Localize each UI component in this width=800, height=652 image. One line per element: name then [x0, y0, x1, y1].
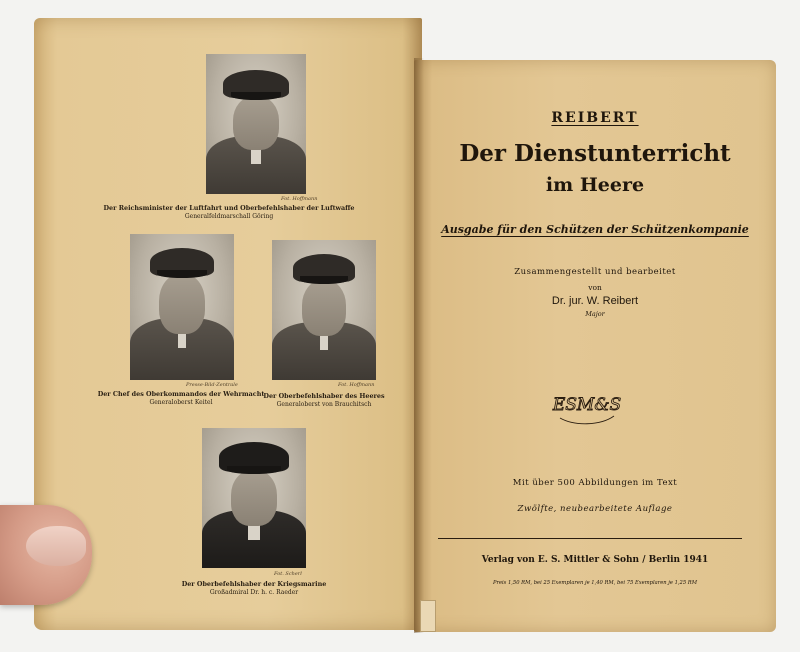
- left-page: [34, 18, 422, 630]
- caption-title: Der Oberbefehlshaber des Heeres: [263, 392, 385, 400]
- photo-credit: Fot. Hoffmann: [338, 382, 375, 388]
- photo-credit: Presse-Bild-Zentrale: [186, 382, 238, 388]
- book-gutter: [414, 58, 424, 633]
- illustrations-line: Mit über 500 Abbildungen im Text: [512, 478, 678, 488]
- caption-title: Der Chef des Oberkommandos der Wehrmacht: [97, 390, 265, 398]
- author-header: REIBERT: [551, 110, 639, 126]
- thumbnail: [26, 526, 86, 566]
- publisher-line: Verlag von E. S. Mittler & Sohn / Berlin 1941: [481, 555, 709, 565]
- caption-name: Generaloberst Keitel: [149, 399, 213, 406]
- caption-name: Generalfeldmarschall Göring: [184, 213, 274, 220]
- rule-divider: [438, 538, 742, 539]
- photo-goring: [206, 54, 306, 194]
- publisher-monogram-icon: [552, 380, 622, 428]
- title-line-2: im Heere: [545, 174, 645, 196]
- caption-title: Der Oberbefehlshaber der Kriegsmarine: [181, 580, 327, 588]
- subtitle: Ausgabe für den Schützen der Schützenkompanie: [441, 223, 749, 236]
- torn-tab: [420, 600, 436, 632]
- title-page: [414, 60, 776, 632]
- photo-raeder: [202, 428, 306, 568]
- caption-name: Generaloberst von Brauchitsch: [276, 401, 372, 408]
- photo-credit: Fot. Scherl: [274, 571, 302, 577]
- title-line-1: Der Dienstunterricht: [459, 140, 731, 167]
- compiled-line: Zusammengestellt und bearbeitet: [514, 267, 676, 277]
- caption-title: Der Reichsminister der Luftfahrt und Oberbefehlshaber der Luftwaffe: [103, 204, 355, 212]
- publisher-monogram: ESM&S: [552, 395, 622, 415]
- edition-line: Zwölfte, neubearbeitete Auflage: [517, 504, 673, 514]
- open-book: [22, 18, 780, 632]
- von-line: von: [588, 283, 602, 292]
- photo-credit: Fot. Hoffmann: [281, 196, 318, 202]
- photo-keitel: [130, 234, 234, 380]
- caption-name: Großadmiral Dr. h. c. Raeder: [209, 589, 299, 596]
- photo-brauchitsch: [272, 240, 376, 380]
- author-name: Dr. jur. W. Reibert: [551, 295, 639, 307]
- price-line: Preis 1,50 RM, bei 25 Exemplaren je 1,40 RM, bei 75 Exemplaren je 1,25 RM: [492, 580, 698, 586]
- author-rank: Major: [585, 310, 605, 318]
